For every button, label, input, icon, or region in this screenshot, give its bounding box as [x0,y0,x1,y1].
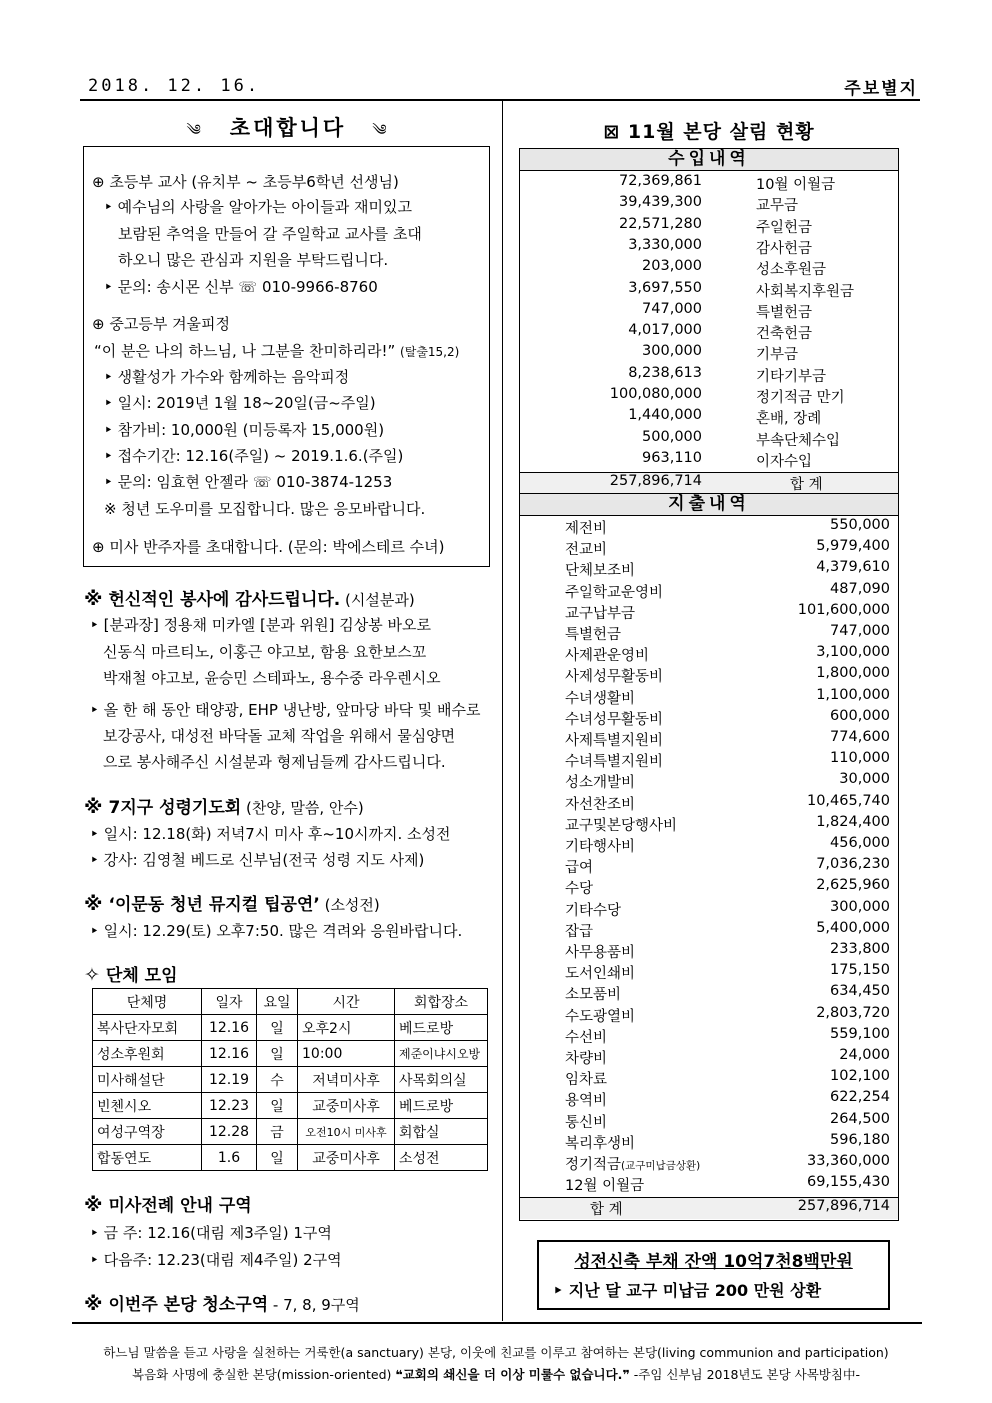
income-total-row [520,472,898,494]
expense-amount: 596,180 [830,1131,890,1148]
cell: 12.16 [202,1041,257,1067]
cell: 12.23 [202,1093,257,1119]
income-category: 합 계 [790,477,823,494]
expense-category: 수당 [565,881,594,898]
mass-area-line: ‣ 다음주: 12.23(대림 제4주일) 2구역 [90,1251,342,1269]
musical-line: ‣ 일시: 12.29(토) 오후7:50. 많은 격려와 응원바랍니다. [90,922,463,940]
cell: 교중미사후 [298,1145,395,1171]
expense-category: 임차료 [565,1072,608,1089]
prayer-line: ‣ 강사: 김영철 베드로 신부님(전국 성령 지도 사제) [90,851,425,869]
income-amount: 500,000 [642,428,702,445]
cell: 여성구역장 [93,1119,202,1145]
expense-amount: 559,100 [830,1025,890,1042]
invite-title-text: 초대합니다 [229,116,347,140]
sparkle-icon: ✧ [84,964,100,986]
expense-row [520,1089,898,1110]
cell: 성소후원회 [93,1041,202,1067]
income-row [520,343,898,364]
winter-item: ‣ 일시: 2019년 1월 18~20일(금~주일) [104,394,376,412]
income-category: 감사헌금 [756,240,813,257]
income-row [520,216,898,237]
expense-category: 12월 이월금 [565,1178,645,1195]
expense-amount: 110,000 [830,750,890,767]
cell: 소성전 [395,1145,488,1171]
cell: 저녁미사후 [298,1067,395,1093]
income-category: 기부금 [756,347,799,364]
expense-row [520,856,898,877]
footer-motto-1: 하느님 말씀을 듣고 사랑을 실천하는 거룩한(a sanctuary) 본당, 이웃에 친교를 이루고 참여하는 본당(living communion and participation) [103,1345,889,1360]
expense-amount: 2,625,960 [816,877,890,894]
cell: 일 [257,1093,298,1119]
cell: 베드로방 [395,1015,488,1041]
expense-row [520,920,898,941]
thanks-line: 신동식 마르티노, 이홍근 야고보, 함용 요한보스꼬 [103,643,427,661]
prayer-heading: ※ 7지구 성령기도회 (찬양, 말씀, 안수) [84,796,364,818]
expense-row [520,517,898,538]
expense-category: 성소개발비 [565,775,636,792]
expense-row [520,899,898,920]
income-category: 혼배, 장례 [756,411,822,428]
income-amount: 3,697,550 [628,279,702,296]
cell: 오전10시 미사후 [298,1119,395,1145]
expense-amount: 622,254 [830,1089,890,1106]
expense-amount: 7,036,230 [816,856,890,873]
sparkle-icon: ※ [84,1194,103,1216]
winter-item: ‣ 생활성가 가수와 함께하는 음악피정 [104,368,350,386]
expense-category: 제전비 [565,521,608,537]
column-header: 요일 [257,989,298,1015]
sparkle-icon: ※ [84,1293,103,1315]
table-row [93,1015,488,1041]
expense-row [520,581,898,602]
column-header: 시간 [298,989,395,1015]
flag-icon: ⊠ [603,121,628,143]
income-category: 건축헌금 [756,326,813,343]
winter-quote: “이 분은 나의 하느님, 나 그분을 찬미하리라!” (탈출15,2) [94,342,460,360]
expense-row [520,559,898,580]
income-amount: 963,110 [642,449,702,466]
thanks-line: 으로 봉사해주신 시설분과 형제님들께 감사드립니다. [103,753,446,771]
income-amount: 4,017,000 [628,322,702,339]
accompanist-line: ⊕ 미사 반주자를 초대합니다. (문의: 박에스테르 수녀) [92,538,445,556]
expense-category: 주일학교운영비 [565,584,664,601]
table-row [93,1067,488,1093]
income-amount: 39,439,300 [618,194,702,211]
teacher-line: 보람된 추억을 만들어 갈 주일학교 교사를 초대 [118,225,422,243]
expense-amount: 774,600 [830,729,890,745]
income-category: 부속단체수입 [756,432,841,449]
debt-repayment: ‣ 지난 달 교구 미납금 200 만원 상환 [553,1281,822,1300]
sparkle-icon: ※ [84,588,103,610]
expense-category: 기타행사비 [565,839,636,855]
income-header: 수입내역 [520,149,898,171]
income-amount: 22,571,280 [618,215,702,232]
expense-row [520,793,898,814]
expense-row [520,1047,898,1068]
column-header: 일자 [202,989,257,1015]
expense-amount: 102,100 [830,1068,890,1085]
cell: 합동연도 [93,1145,202,1171]
expense-amount: 3,100,000 [816,644,890,661]
expense-amount: 5,400,000 [816,919,890,936]
ornament-left-icon: ༄ [186,121,204,139]
income-amount: 257,896,714 [609,473,702,490]
expense-row [520,538,898,559]
cell: 미사해설단 [93,1067,202,1093]
expense-category: 사무용품비 [565,945,636,961]
income-row [520,450,898,471]
expense-category: 교구납부금 [565,605,636,622]
expense-amount: 30,000 [839,771,890,788]
expense-amount: 300,000 [830,898,890,915]
expense-row [520,665,898,686]
expense-row [520,1132,898,1153]
expense-category: 기타수당 [565,902,622,919]
income-category: 성소후원금 [756,262,827,279]
cell: 회합실 [395,1119,488,1145]
column-header: 단체명 [93,989,202,1015]
income-row [520,301,898,322]
income-category: 정기적금 만기 [756,390,845,406]
expense-amount: 634,450 [830,983,890,1000]
expense-row [520,750,898,771]
thanks-line: 보강공사, 대성전 바닥돌 교체 작업을 위해서 물심양면 [103,727,456,745]
income-category: 주일헌금 [756,219,813,236]
income-row [520,386,898,407]
winter-heading: ⊕ 중고등부 겨울피정 [92,315,231,333]
expense-category: 사제관운영비 [565,648,650,665]
table-header-row [93,989,488,1015]
expense-amount: 264,500 [830,1110,890,1127]
expense-amount: 4,379,610 [816,559,890,576]
income-row [520,407,898,428]
finance-box [519,148,899,1221]
expense-amount: 24,000 [839,1047,890,1063]
teacher-heading: ⊕ 초등부 교사 (유치부 ~ 초등부6학년 선생님) [92,173,399,191]
header-rule [80,99,920,101]
column-divider [502,101,503,1321]
income-row [520,429,898,450]
cell: 10:00 [298,1041,395,1067]
income-amount: 1,440,000 [628,407,702,424]
expense-total-label: 합 계 [590,1202,623,1219]
income-category: 이자수입 [756,453,813,470]
income-row [520,258,898,279]
expense-amount: 550,000 [830,517,890,533]
income-row [520,322,898,343]
thanks-line: ‣ 올 한 해 동안 태양광, EHP 냉난방, 앞마당 바닥 및 배수로 [90,701,481,719]
expense-amount: 1,100,000 [816,686,890,703]
expense-category: 잡급 [565,923,594,940]
income-amount: 72,369,861 [618,173,702,189]
expense-total-row [520,1197,898,1219]
expense-row [520,771,898,792]
footer-motto-2: 복음화 사명에 충실한 본당(mission-oriented) ❝교회의 쇄신을 더 이상 미룰수 없습니다.❞ -주임 신부님 2018년도 본당 사목방침中- [132,1367,860,1382]
group-meeting-table [92,988,488,1171]
income-category: 기타기부금 [756,368,827,385]
cross-bullet-icon: ⊕ [92,173,110,191]
bulletin-label: 주보별지 [844,79,918,99]
musical-heading: ※ ‘이문동 청년 뮤지컬 팁공연’ (소성전) [84,893,380,915]
cell: 베드로방 [395,1093,488,1119]
expense-category: 복리후생비 [565,1135,636,1152]
expense-category: 통신비 [565,1114,608,1131]
cell: 12.16 [202,1015,257,1041]
thanks-line: ‣ [분과장] 정용채 미카엘 [분과 위원] 김상봉 바오로 [90,616,431,634]
expense-category: 사제특별지원비 [565,733,664,749]
cleaning-heading: ※ 이번주 본당 청소구역 - 7, 8, 9구역 [84,1293,360,1315]
table-row [93,1041,488,1067]
expense-amount: 101,600,000 [797,601,890,618]
table-row [93,1093,488,1119]
cell: 일 [257,1015,298,1041]
debt-balance: 성전신축 부채 잔액 10억7천8백만원 [574,1252,853,1272]
thanks-heading: ※ 헌신적인 봉사에 감사드립니다. (시설분과) [84,588,415,610]
expense-amount: 487,090 [830,580,890,597]
debt-box [537,1240,890,1310]
cell: 빈첸시오 [93,1093,202,1119]
expense-row [520,941,898,962]
thanks-line: 박재철 야고보, 윤승민 스테파노, 용수중 라우렌시오 [103,669,441,687]
income-amount: 100,080,000 [609,386,702,402]
expense-category: 도서인쇄비 [565,966,636,983]
winter-item: ‣ 접수기간: 12.16(주일) ~ 2019.1.6.(주일) [104,447,404,465]
expense-header: 지출내역 [520,493,898,516]
expense-category: 특별헌금 [565,627,622,643]
cross-bullet-icon: ⊕ [92,538,110,556]
expense-category: 전교비 [565,542,608,559]
expense-row [520,877,898,898]
expense-category: 용역비 [565,1093,608,1110]
expense-category: 차량비 [565,1051,608,1067]
expense-row [520,1005,898,1026]
expense-row [520,983,898,1004]
cell: 제준이냐시오방 [395,1041,488,1067]
expense-category: 수도광열비 [565,1008,636,1025]
income-amount: 8,238,613 [628,364,702,381]
expense-category: 사제성무활동비 [565,669,664,686]
expense-category: 수녀특별지원비 [565,754,664,771]
cell: 사목회의실 [395,1067,488,1093]
expense-amount: 10,465,740 [806,792,890,809]
invite-box [83,146,490,567]
expense-amount: 747,000 [830,623,890,639]
ornament-right-icon: ༄ [372,121,390,139]
income-category: 특별헌금 [756,304,813,321]
cell: 오후2시 [298,1015,395,1041]
income-category: 10월 이월금 [756,177,836,193]
winter-item: ‣ 참가비: 10,000원 (미등록자 15,000원) [104,421,385,439]
income-category: 교무금 [756,198,799,215]
expense-category: 수녀성무활동비 [565,711,664,728]
expense-category: 자선찬조비 [565,796,636,813]
expense-row [520,1026,898,1047]
teacher-line: 하오니 많은 관심과 지원을 부탁드립니다. [118,251,389,269]
income-row [520,237,898,258]
expense-row [520,602,898,623]
groups-heading: ✧ 단체 모임 [84,964,178,986]
expense-row [520,814,898,835]
expense-row [520,708,898,729]
prayer-line: ‣ 일시: 12.18(화) 저녁7시 미사 후~10시까지. 소성전 [90,825,451,843]
teacher-contact: ‣ 문의: 송시몬 신부 ☏ 010-9966-8760 [104,278,378,296]
table-row [93,1119,488,1145]
income-amount: 3,330,000 [628,236,702,253]
expense-amount: 69,155,430 [806,1174,890,1191]
expense-row [520,644,898,665]
expense-amount: 233,800 [830,941,890,957]
expense-amount: 33,360,000 [806,1153,890,1169]
income-row [520,173,898,194]
cell: 교중미사후 [298,1093,395,1119]
expense-row [520,729,898,750]
cell: 금 [257,1119,298,1145]
finance-title: ⊠ 11월 본당 살림 현황 [603,121,815,143]
expense-amount: 2,803,720 [816,1004,890,1021]
column-header: 회합장소 [395,989,488,1015]
expense-category: 급여 [565,860,594,877]
expense-category: 수선비 [565,1029,608,1046]
expense-category: 소모품비 [565,987,622,1004]
expense-category: 교구및본당행사비 [565,817,678,834]
winter-item: ‣ 문의: 임효현 안젤라 ☏ 010-3874-1253 [104,473,393,491]
expense-row [520,1153,898,1174]
expense-amount: 5,979,400 [816,538,890,555]
income-amount: 203,000 [642,258,702,275]
expense-row [520,687,898,708]
expense-row [520,962,898,983]
income-amount: 300,000 [642,343,702,360]
expense-amount: 1,800,000 [816,665,890,682]
expense-category: 단체보조비 [565,563,636,580]
winter-note: ※ 청년 도우미를 모집합니다. 많은 응모바랍니다. [104,500,426,518]
cell: 복사단자모회 [93,1015,202,1041]
expense-row [520,835,898,856]
teacher-line: ‣ 예수님의 사랑을 알아가는 아이들과 재미있고 [104,198,413,216]
mass-area-heading: ※ 미사전례 안내 구역 [84,1194,252,1216]
expense-amount: 600,000 [830,707,890,724]
footer-rule [72,1322,922,1324]
income-row [520,365,898,386]
cell: 수 [257,1067,298,1093]
expense-total-amount: 257,896,714 [797,1198,890,1215]
cell: 12.19 [202,1067,257,1093]
expense-row [520,1174,898,1195]
sparkle-icon: ※ [84,893,103,915]
cell: 일 [257,1041,298,1067]
issue-date: 2018. 12. 16. [88,76,261,96]
income-row [520,194,898,215]
expense-row [520,623,898,644]
sparkle-icon: ※ [84,796,103,818]
expense-amount: 175,150 [830,962,890,979]
cross-bullet-icon: ⊕ [92,315,110,333]
mass-area-line: ‣ 금 주: 12.16(대림 제3주일) 1구역 [90,1224,332,1242]
expense-category: 정기적금(교구미납금상환) [565,1157,701,1173]
income-row [520,280,898,301]
income-amount: 747,000 [642,300,702,317]
expense-category: 수녀생활비 [565,690,636,707]
cell: 일 [257,1145,298,1171]
expense-amount: 1,824,400 [816,813,890,830]
cell: 1.6 [202,1145,257,1171]
expense-amount: 456,000 [830,835,890,851]
table-row [93,1145,488,1171]
cell: 12.28 [202,1119,257,1145]
expense-row [520,1068,898,1089]
income-category: 사회복지후원금 [756,283,855,300]
expense-row [520,1111,898,1132]
